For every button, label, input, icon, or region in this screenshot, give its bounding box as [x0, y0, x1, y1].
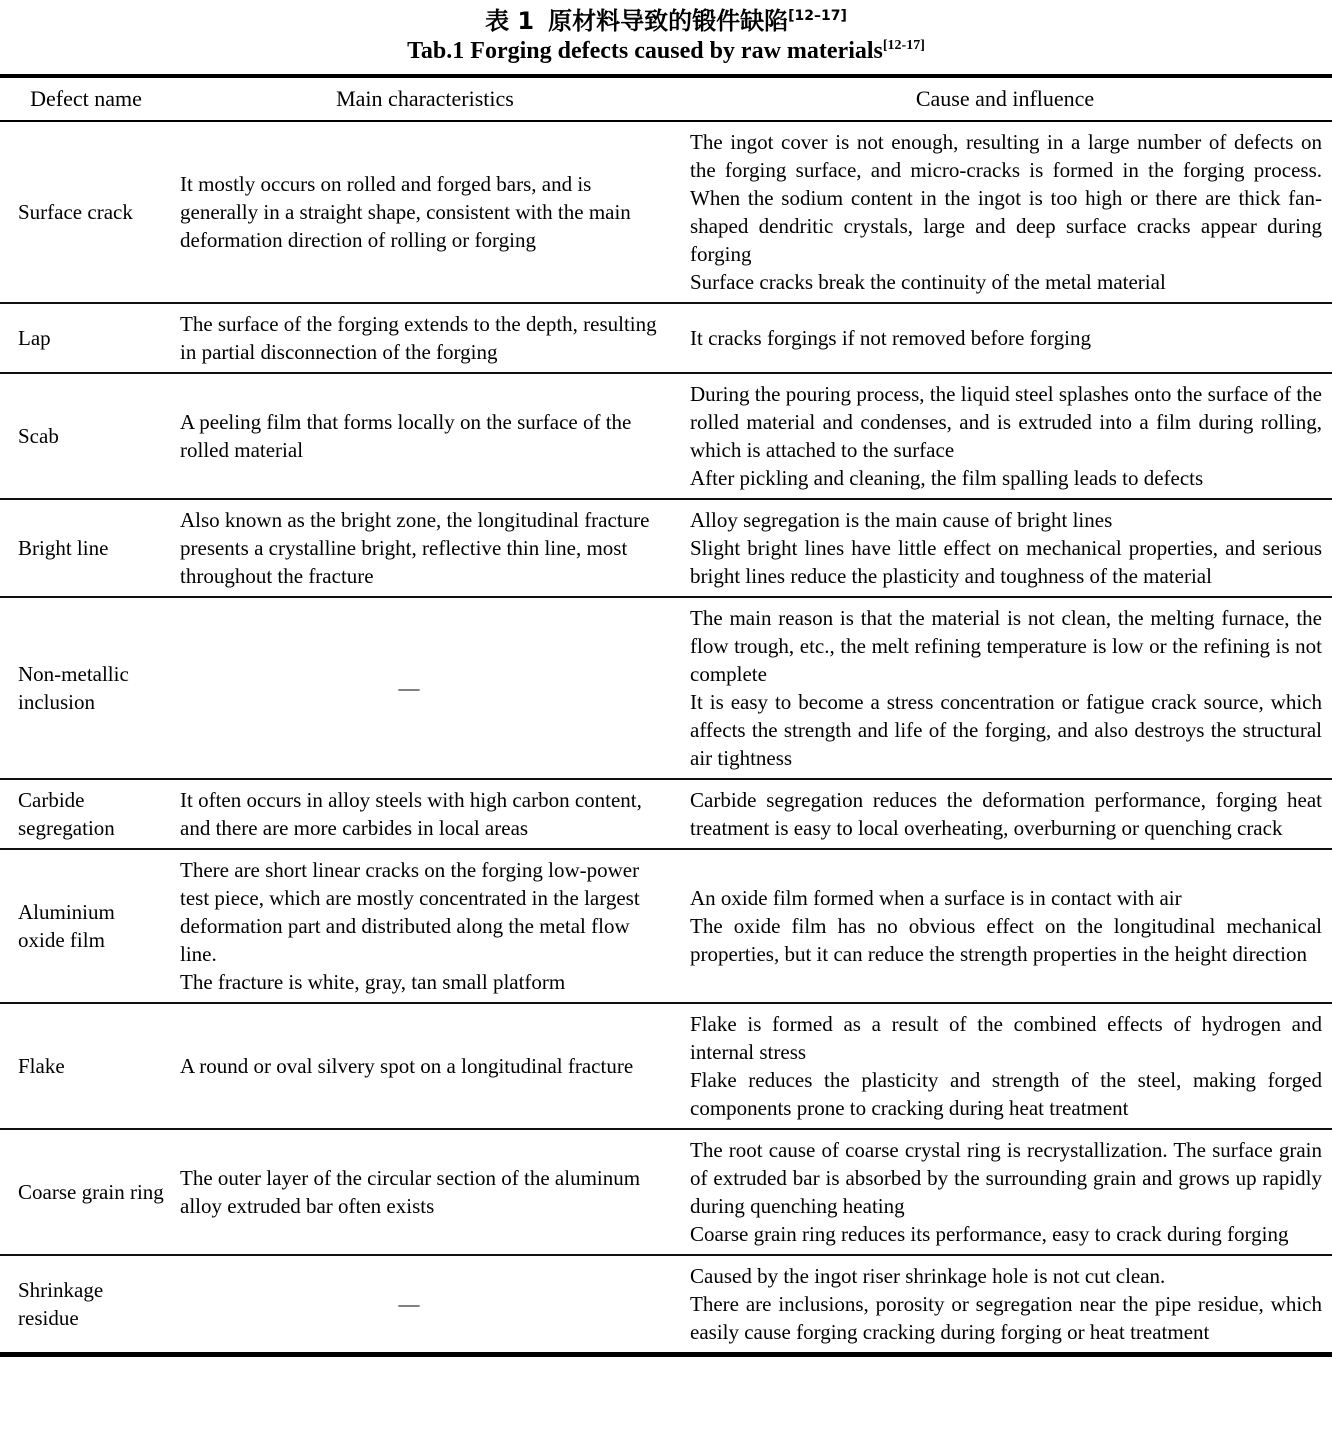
main-characteristics-cell [172, 1255, 678, 1355]
table-row [0, 121, 1332, 303]
table-row [0, 1129, 1332, 1255]
header-cause-and-influence: Cause and influence [915, 86, 1095, 111]
cause-paragraph: Coarse grain ring reduces its performance, easy to crack during forging [690, 1222, 1289, 1246]
table-row [0, 303, 1332, 373]
cause-and-influence-cell [678, 779, 1332, 849]
cause-paragraph: The ingot cover is not enough, resulting in a large number of defects on the forging surface, and micro-cracks is formed in the forging process. When the sodium content in the ingot is too high or there are thick fan-shaped dendritic crystals, large and deep surface cracks appear during forging [690, 130, 1322, 266]
characteristics-paragraph: It often occurs in alloy steels with high carbon content, and there are more carbides in local areas [180, 788, 642, 840]
cause-paragraph: During the pouring process, the liquid steel splashes onto the surface of the rolled material and condenses, and is extruded into a film during rolling, which is attached to the surface [690, 382, 1322, 462]
table-row [0, 779, 1332, 849]
caption-zh-title: 原材料导致的锻件缺陷 [548, 7, 789, 35]
table-row [0, 849, 1332, 1003]
table-caption [0, 6, 1332, 66]
caption-zh-reference: [12–17] [788, 8, 847, 24]
cause-and-influence-cell [678, 303, 1332, 373]
cause-paragraph: Carbide segregation reduces the deformation performance, forging heat treatment is easy to local overheating, overburning or quenching crack [690, 788, 1322, 840]
table-body [0, 121, 1332, 1355]
cause-paragraph: An oxide film formed when a surface is in contact with air [690, 886, 1182, 910]
characteristics-paragraph: There are short linear cracks on the forging low-power test piece, which are mostly concentrated in the largest deformation part and distributed along the metal flow line. [180, 858, 640, 966]
table-caption-english [0, 36, 1332, 66]
forging-defects-table [0, 74, 1332, 1357]
characteristics-paragraph: The fracture is white, gray, tan small platform [180, 970, 566, 994]
defect-name-cell: Lap [18, 326, 51, 350]
defect-name-cell: Flake [18, 1054, 65, 1078]
characteristics-paragraph: The outer layer of the circular section of the aluminum alloy extruded bar often exists [180, 1166, 641, 1218]
characteristics-paragraph: Also known as the bright zone, the longitudinal fracture presents a crystalline bright, reflective thin line, most throughout the fracture [180, 508, 650, 588]
main-characteristics-cell [172, 849, 678, 1003]
table-row [0, 1003, 1332, 1129]
characteristics-paragraph: It mostly occurs on rolled and forged bars, and is generally in a straight shape, consistent with the main deformation direction of rolling or forging [180, 172, 631, 252]
cause-and-influence-cell [678, 1129, 1332, 1255]
defect-name-cell: Surface crack [18, 200, 133, 224]
cause-paragraph: There are inclusions, porosity or segregation near the pipe residue, which easily cause forging cracking during forging or heat treatment [690, 1292, 1322, 1344]
cause-paragraph: Alloy segregation is the main cause of bright lines [690, 508, 1113, 532]
caption-en-reference: [12-17] [882, 38, 925, 53]
cause-and-influence-cell [678, 849, 1332, 1003]
cause-paragraph: It cracks forgings if not removed before forging [690, 326, 1092, 350]
table-header [0, 76, 1332, 121]
defect-name-cell: Non-metallic inclusion [18, 662, 129, 714]
cause-paragraph: Caused by the ingot riser shrinkage hole is not cut clean. [690, 1264, 1166, 1288]
defect-name-cell: Bright line [18, 536, 109, 560]
cause-and-influence-cell [678, 1255, 1332, 1355]
cause-paragraph: Surface cracks break the continuity of the metal material [690, 270, 1166, 294]
table-row [0, 1255, 1332, 1355]
main-characteristics-cell [172, 1129, 678, 1255]
table-row [0, 373, 1332, 499]
main-characteristics-cell [172, 779, 678, 849]
defect-name-cell: Coarse grain ring [18, 1180, 164, 1204]
cause-and-influence-cell [678, 373, 1332, 499]
cause-and-influence-cell [678, 1003, 1332, 1129]
cause-paragraph: Flake is formed as a result of the combined effects of hydrogen and internal stress [690, 1012, 1322, 1064]
characteristics-paragraph: — [398, 676, 420, 700]
table-row [0, 597, 1332, 779]
defect-name-cell: Carbide segregation [18, 788, 115, 840]
cause-and-influence-cell [678, 499, 1332, 597]
characteristics-paragraph: A peeling film that forms locally on the surface of the rolled material [180, 410, 632, 462]
characteristics-paragraph: A round or oval silvery spot on a longitudinal fracture [180, 1054, 634, 1078]
characteristics-paragraph: — [398, 1292, 420, 1316]
table-row [0, 499, 1332, 597]
defect-name-cell: Shrinkage residue [18, 1278, 104, 1330]
cause-and-influence-cell [678, 597, 1332, 779]
cause-paragraph: Flake reduces the plasticity and strength of the steel, making forged components prone to cracking during heat treatment [690, 1068, 1322, 1120]
cause-paragraph: It is easy to become a stress concentration or fatigue crack source, which affects the strength and life of the forging, and also destroys the structural air tightness [690, 690, 1322, 770]
main-characteristics-cell [172, 121, 678, 303]
characteristics-paragraph: The surface of the forging extends to the depth, resulting in partial disconnection of the forging [180, 312, 657, 364]
cause-paragraph: Slight bright lines have little effect on mechanical properties, and serious bright lines reduce the plasticity and toughness of the material [690, 536, 1322, 588]
main-characteristics-cell [172, 303, 678, 373]
main-characteristics-cell [172, 373, 678, 499]
cause-paragraph: The oxide film has no obvious effect on the longitudinal mechanical properties, but it can reduce the strength properties in the height direction [690, 914, 1322, 966]
header-defect-name: Defect name [30, 86, 142, 111]
main-characteristics-cell [172, 597, 678, 779]
header-main-characteristics: Main characteristics [336, 86, 514, 111]
main-characteristics-cell [172, 499, 678, 597]
table-header-row [0, 76, 1332, 121]
main-characteristics-cell [172, 1003, 678, 1129]
cause-and-influence-cell [678, 121, 1332, 303]
caption-en-title: Tab.1 Forging defects caused by raw materials [407, 38, 883, 64]
cause-paragraph: After pickling and cleaning, the film spalling leads to defects [690, 466, 1204, 490]
table-caption-chinese [0, 6, 1332, 36]
caption-zh-label: 表 1 [485, 7, 535, 35]
cause-paragraph: The main reason is that the material is not clean, the melting furnace, the flow trough, etc., the melt refining temperature is low or the refining is not complete [690, 606, 1322, 686]
defect-name-cell: Scab [18, 424, 59, 448]
defect-name-cell: Aluminium oxide film [18, 900, 115, 952]
cause-paragraph: The root cause of coarse crystal ring is recrystallization. The surface grain of extruded bar is absorbed by the surrounding grain and grows up rapidly during quenching heating [690, 1138, 1322, 1218]
